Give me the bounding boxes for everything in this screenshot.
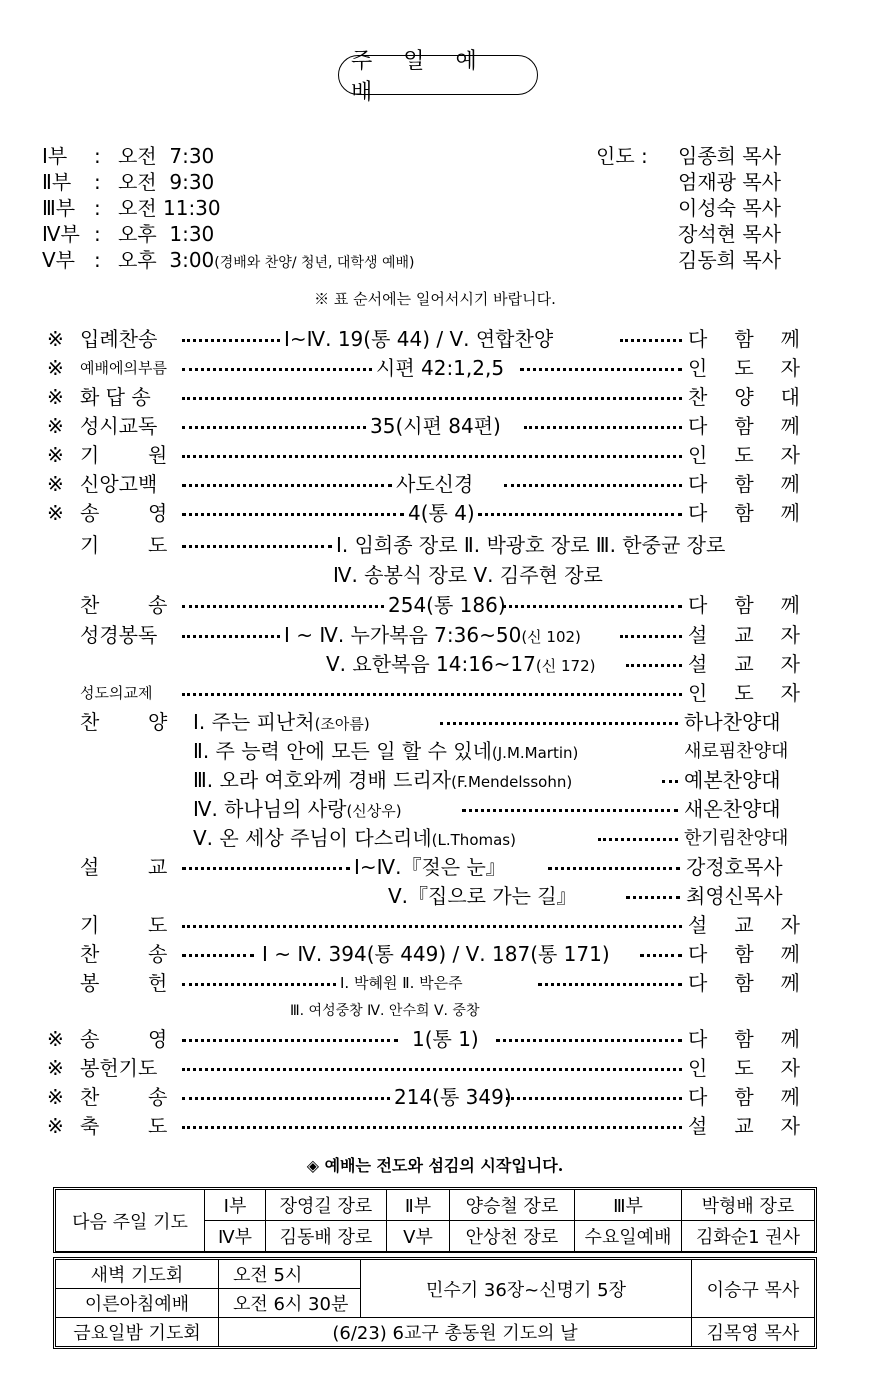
stand-mark: ※ [47, 356, 64, 380]
order-label: 봉헌기도 [80, 1056, 158, 1080]
anthem-title: Ⅲ. 오라 여호와께 경배 드리자(F.Mendelssohn) [193, 768, 573, 792]
order-label: 성시교독 [80, 414, 158, 438]
order-label: 화 답 송 [80, 385, 151, 409]
order-label: 송 [80, 1027, 100, 1051]
order-label: 성도의교제 [80, 684, 153, 702]
order-label: 성경봉독 [80, 623, 158, 647]
prayer-cell: 김화순1 권사 [682, 1221, 815, 1252]
order-content: Ⅲ. 여성중창 Ⅳ. 안수희 Ⅴ. 중창 [290, 1003, 480, 1019]
order-role: 다 함 께 [688, 942, 800, 966]
order-role: 찬 양 대 [688, 385, 800, 409]
order-label-end: 영 [148, 501, 168, 525]
leader-3: 이성숙 목사 [678, 196, 781, 220]
stand-mark: ※ [47, 472, 64, 496]
prayer-cell: Ⅰ부 [205, 1190, 266, 1221]
meeting-leader: 이승구 목사 [692, 1260, 815, 1318]
anthem-title: Ⅳ. 하나님의 사랑(신상우) [193, 797, 402, 821]
order-content: Ⅰ. 임희종 장로 Ⅱ. 박광호 장로 Ⅲ. 한중균 장로 [336, 533, 726, 557]
service-list [42, 143, 414, 276]
prayer-cell: Ⅳ부 [205, 1221, 266, 1252]
order-label: 찬 [80, 593, 100, 617]
leaders-label: 인도 : [596, 144, 648, 168]
order-role: 다 함 께 [688, 971, 800, 995]
stand-mark: ※ [47, 1027, 64, 1051]
anthem-choir: 한기림찬양대 [684, 828, 789, 849]
preacher: 최영신목사 [686, 884, 783, 908]
stand-mark: ※ [47, 1085, 64, 1109]
stand-mark: ※ [47, 414, 64, 438]
order-label: 축 [80, 1114, 100, 1138]
order-role: 설 교 자 [688, 652, 800, 676]
prayer-cell: Ⅲ부 [575, 1190, 682, 1221]
service-3: Ⅲ부 : 오전 11:30 [42, 196, 221, 220]
meeting-leader: 김목영 목사 [692, 1318, 815, 1347]
order-role: 다 함 께 [688, 327, 800, 351]
prayer-cell: 김동배 장로 [266, 1221, 387, 1252]
order-content: 254(통 186) [388, 593, 506, 617]
prayer-cell: 수요일예배 [575, 1221, 682, 1252]
order-label-end: 원 [148, 443, 168, 467]
order-role: 설 교 자 [688, 913, 800, 937]
order-label-end: 송 [148, 942, 168, 966]
meeting-time: 오전 5시 [219, 1260, 361, 1289]
service-2: Ⅱ부 : 오전 9:30 [42, 170, 215, 194]
prayer-cell: 장영길 장로 [266, 1190, 387, 1221]
anthem-choir: 하나찬양대 [684, 710, 781, 734]
anthem-choir: 예본찬양대 [684, 768, 781, 792]
order-content: Ⅳ. 송봉식 장로 Ⅴ. 김주현 장로 [333, 563, 603, 587]
prayer-cell: Ⅴ부 [387, 1221, 450, 1252]
order-role: 다 함 께 [688, 593, 800, 617]
order-label: 찬 [80, 942, 100, 966]
service-5: Ⅴ부 : 오후 3:00(경배와 찬양/ 청년, 대학생 예배) [42, 248, 415, 272]
service-4: Ⅳ부 : 오후 1:30 [42, 222, 215, 246]
order-role: 인 도 자 [688, 443, 800, 467]
order-label: 설 [80, 855, 100, 879]
order-label: 예배에의부름 [80, 359, 167, 377]
leader-1: 임종희 목사 [678, 144, 781, 168]
anthem-choir: 새로핌찬양대 [684, 741, 789, 762]
order-label: 찬 [80, 710, 100, 734]
order-role: 다 함 께 [688, 1085, 800, 1109]
anthem-title: Ⅰ. 주는 피난처(조아름) [193, 710, 370, 734]
stand-mark: ※ [47, 327, 64, 351]
order-label: 기 [80, 443, 100, 467]
order-role: 설 교 자 [688, 623, 800, 647]
order-role: 인 도 자 [688, 681, 800, 705]
order-content: Ⅰ~Ⅳ. 19(통 44) / Ⅴ. 연합찬양 [284, 327, 554, 351]
leader-5: 김동희 목사 [678, 248, 781, 272]
order-role: 다 함 께 [688, 501, 800, 525]
order-label-end: 송 [148, 1085, 168, 1109]
order-label-end: 헌 [148, 971, 168, 995]
order-label-end: 도 [148, 1114, 168, 1138]
leader-2: 엄재광 목사 [678, 170, 781, 194]
order-label-end: 영 [148, 1027, 168, 1051]
order-label: 기 [80, 533, 100, 557]
order-label: 신앙고백 [80, 472, 158, 496]
service-1: Ⅰ부 : 오전 7:30 [42, 144, 215, 168]
order-label-end: 교 [148, 855, 168, 879]
prayer-cell: 안상천 장로 [450, 1221, 575, 1252]
order-content: Ⅰ. 박혜원 Ⅱ. 박은주 [340, 974, 463, 992]
next-prayer-label: 다음 주일 기도 [56, 1190, 205, 1252]
stand-mark: ※ [47, 1114, 64, 1138]
order-content: Ⅰ~Ⅳ.『젖은 눈』 [354, 855, 506, 879]
order-label: 봉 [80, 971, 100, 995]
order-role: 설 교 자 [688, 1114, 800, 1138]
order-role: 다 함 께 [688, 414, 800, 438]
order-content: Ⅰ ~ Ⅳ. 394(통 449) / Ⅴ. 187(통 171) [262, 942, 610, 966]
order-role: 다 함 께 [688, 472, 800, 496]
order-label: 찬 [80, 1085, 100, 1109]
meeting-name: 이른아침예배 [56, 1289, 219, 1318]
order-label-end: 송 [148, 593, 168, 617]
meeting-time: 오전 6시 30분 [219, 1289, 361, 1318]
preacher: 강정호목사 [686, 855, 783, 879]
meeting-name: 금요일밤 기도회 [56, 1318, 219, 1347]
order-role: 인 도 자 [688, 1056, 800, 1080]
prayer-cell: 양승철 장로 [450, 1190, 575, 1221]
order-content: 214(통 349) [394, 1085, 512, 1109]
order-role: 인 도 자 [688, 356, 800, 380]
order-label-end: 양 [148, 710, 168, 734]
order-content: Ⅴ.『집으로 가는 길』 [388, 884, 577, 908]
meeting-description: (6/23) 6교구 총동원 기도의 날 [219, 1318, 692, 1347]
order-label-end: 도 [148, 913, 168, 937]
prayer-cell: Ⅱ부 [387, 1190, 450, 1221]
stand-mark: ※ [47, 1056, 64, 1080]
order-content: 4(통 4) [408, 501, 475, 525]
order-content: 시편 42:1,2,5 [376, 356, 505, 380]
anthem-title: Ⅱ. 주 능력 안에 모든 일 할 수 있네(J.M.Martin) [193, 739, 579, 763]
page-title: 주 일 예 배 [338, 55, 538, 95]
order-content: 35(시편 84편) [370, 414, 501, 438]
order-content: 사도신경 [396, 472, 474, 496]
leader-4: 장석현 목사 [678, 222, 781, 246]
stand-mark: ※ [47, 443, 64, 467]
order-label: 기 [80, 913, 100, 937]
anthem-title: Ⅴ. 온 세상 주님이 다스리네(L.Thomas) [193, 826, 516, 850]
order-content: 1(통 1) [412, 1027, 479, 1051]
stand-mark: ※ [47, 501, 64, 525]
standing-note: ※ 표 순서에는 일어서시기 바랍니다. [314, 290, 556, 308]
order-content: Ⅰ ~ Ⅳ. 누가복음 7:36~50(신 102) [284, 623, 581, 647]
anthem-choir: 새온찬양대 [684, 797, 781, 821]
meeting-name: 새벽 기도회 [56, 1260, 219, 1289]
order-label-end: 도 [148, 533, 168, 557]
leader-list [678, 143, 781, 273]
order-label: 입례찬송 [80, 327, 158, 351]
order-label: 송 [80, 501, 100, 525]
stand-mark: ※ [47, 385, 64, 409]
meeting-reading: 민수기 36장~신명기 5장 [361, 1260, 692, 1318]
order-role: 다 함 께 [688, 1027, 800, 1051]
order-content: Ⅴ. 요한복음 14:16~17(신 172) [326, 652, 596, 676]
prayer-cell: 박형배 장로 [682, 1190, 815, 1221]
mission-banner: ◈ 예배는 전도와 섬김의 시작입니다. [306, 1156, 564, 1175]
